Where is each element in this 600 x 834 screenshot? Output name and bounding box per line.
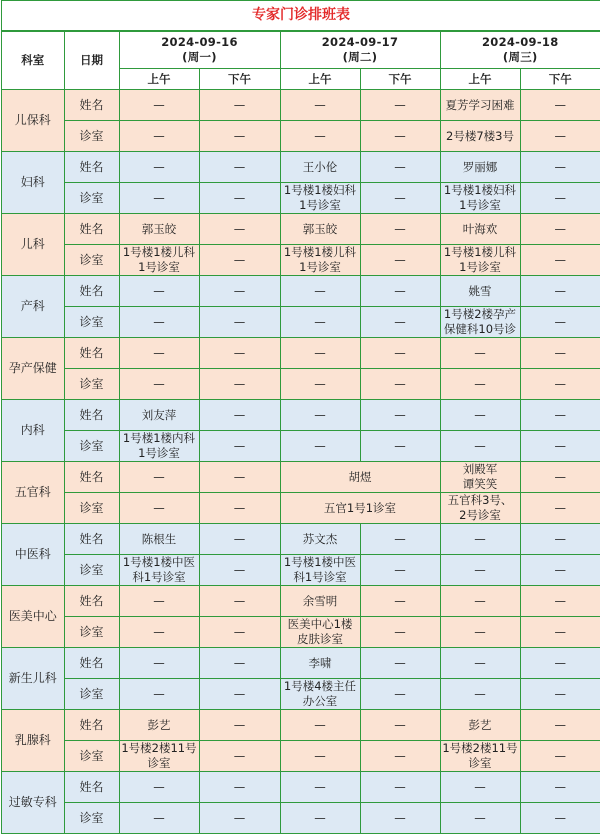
day-3-weekday: (周三) xyxy=(441,50,600,65)
schedule-cell: 1号楼4楼主任 办公室 xyxy=(280,679,360,710)
schedule-cell: — xyxy=(280,400,360,431)
schedule-cell: — xyxy=(360,431,440,462)
schedule-cell: — xyxy=(119,121,199,152)
schedule-cell: — xyxy=(520,183,600,214)
department-name: 中医科 xyxy=(2,524,64,586)
schedule-cell: — xyxy=(360,617,440,648)
table-row xyxy=(2,214,600,245)
schedule-cell: — xyxy=(360,183,440,214)
row-label-room: 诊室 xyxy=(64,493,119,524)
row-label-name: 姓名 xyxy=(64,648,119,679)
schedule-cell: — xyxy=(440,431,520,462)
schedule-cell: — xyxy=(199,245,280,276)
schedule-cell: — xyxy=(520,431,600,462)
schedule-cell: 1号楼1楼内科 1号诊室 xyxy=(119,431,199,462)
schedule-cell: — xyxy=(360,121,440,152)
table-row xyxy=(2,152,600,183)
row-label-name: 姓名 xyxy=(64,524,119,555)
department-name: 新生儿科 xyxy=(2,648,64,710)
schedule-cell: — xyxy=(280,710,360,741)
schedule-cell: 姚雪 xyxy=(440,276,520,307)
schedule-cell: — xyxy=(119,276,199,307)
schedule-cell: — xyxy=(360,369,440,400)
table-row xyxy=(2,586,600,617)
schedule-cell: — xyxy=(199,493,280,524)
schedule-cell: — xyxy=(280,772,360,803)
schedule-cell: — xyxy=(119,772,199,803)
schedule-cell: — xyxy=(440,524,520,555)
schedule-cell: — xyxy=(119,307,199,338)
schedule-cell: — xyxy=(360,276,440,307)
department-name: 妇科 xyxy=(2,152,64,214)
row-label-name: 姓名 xyxy=(64,90,119,121)
schedule-cell: — xyxy=(520,90,600,121)
header-pm: 下午 xyxy=(520,69,600,90)
schedule-cell: — xyxy=(440,400,520,431)
department-name: 医美中心 xyxy=(2,586,64,648)
schedule-cell: — xyxy=(199,183,280,214)
row-label-room: 诊室 xyxy=(64,183,119,214)
schedule-cell: — xyxy=(199,524,280,555)
department-name: 产科 xyxy=(2,276,64,338)
schedule-cell: — xyxy=(119,617,199,648)
department-name: 过敏专科 xyxy=(2,772,64,834)
row-label-room: 诊室 xyxy=(64,369,119,400)
table-row xyxy=(2,369,600,400)
schedule-cell: — xyxy=(280,276,360,307)
schedule-cell: — xyxy=(360,772,440,803)
schedule-cell: — xyxy=(199,679,280,710)
row-label-name: 姓名 xyxy=(64,276,119,307)
schedule-cell: — xyxy=(440,772,520,803)
schedule-cell: 叶海欢 xyxy=(440,214,520,245)
schedule-table xyxy=(2,31,600,834)
schedule-cell: 1号楼1楼儿科 1号诊室 xyxy=(280,245,360,276)
schedule-cell: — xyxy=(199,648,280,679)
schedule-cell: — xyxy=(119,648,199,679)
schedule-cell: — xyxy=(199,276,280,307)
schedule-cell: 郭玉皎 xyxy=(119,214,199,245)
schedule-cell: 王小伦 xyxy=(280,152,360,183)
schedule-cell: — xyxy=(119,586,199,617)
table-row xyxy=(2,493,600,524)
row-label-room: 诊室 xyxy=(64,121,119,152)
schedule-cell: — xyxy=(520,493,600,524)
schedule-cell: — xyxy=(280,741,360,772)
schedule-cell: — xyxy=(119,338,199,369)
schedule-cell: — xyxy=(440,555,520,586)
table-row xyxy=(2,555,600,586)
schedule-cell: 郭玉皎 xyxy=(280,214,360,245)
schedule-cell: — xyxy=(199,214,280,245)
schedule-cell: 苏文杰 xyxy=(280,524,360,555)
header-date: 日期 xyxy=(64,32,119,90)
schedule-cell: — xyxy=(280,121,360,152)
schedule-cell: — xyxy=(520,245,600,276)
schedule-cell: 五官1号1诊室 xyxy=(280,493,440,524)
schedule-cell: — xyxy=(280,369,360,400)
row-label-room: 诊室 xyxy=(64,307,119,338)
header-day-2 xyxy=(280,32,440,69)
row-label-name: 姓名 xyxy=(64,710,119,741)
schedule-cell: — xyxy=(360,741,440,772)
row-label-room: 诊室 xyxy=(64,555,119,586)
schedule-cell: 1号楼2楼11号 诊室 xyxy=(119,741,199,772)
day-1-weekday: (周一) xyxy=(120,50,280,65)
schedule-cell: — xyxy=(119,183,199,214)
table-row xyxy=(2,276,600,307)
row-label-room: 诊室 xyxy=(64,617,119,648)
table-row xyxy=(2,245,600,276)
schedule-cell: — xyxy=(199,555,280,586)
schedule-cell: 1号楼2楼孕产 保健科10号诊 xyxy=(440,307,520,338)
schedule-cell: — xyxy=(199,586,280,617)
schedule-cell: 1号楼1楼妇科 1号诊室 xyxy=(280,183,360,214)
header-day-1 xyxy=(119,32,280,69)
schedule-cell: — xyxy=(520,586,600,617)
row-label-name: 姓名 xyxy=(64,338,119,369)
row-label-room: 诊室 xyxy=(64,741,119,772)
table-row xyxy=(2,307,600,338)
schedule-cell: — xyxy=(440,617,520,648)
schedule-cell: — xyxy=(520,307,600,338)
schedule-cell: 陈根生 xyxy=(119,524,199,555)
table-row xyxy=(2,338,600,369)
schedule-cell: — xyxy=(520,741,600,772)
schedule-cell: — xyxy=(280,803,360,834)
table-row xyxy=(2,710,600,741)
row-label-name: 姓名 xyxy=(64,400,119,431)
schedule-cell: — xyxy=(360,307,440,338)
schedule-cell: — xyxy=(360,586,440,617)
department-name: 五官科 xyxy=(2,462,64,524)
schedule-cell: — xyxy=(520,338,600,369)
department-name: 儿科 xyxy=(2,214,64,276)
schedule-cell: 1号楼1楼妇科 1号诊室 xyxy=(440,183,520,214)
table-row xyxy=(2,524,600,555)
schedule-cell: — xyxy=(520,648,600,679)
schedule-cell: — xyxy=(280,431,360,462)
table-row xyxy=(2,679,600,710)
schedule-cell: — xyxy=(360,555,440,586)
schedule-cell: 刘殿军 谭笑笑 xyxy=(440,462,520,493)
schedule-cell: — xyxy=(360,214,440,245)
schedule-cell: 1号楼1楼儿科 1号诊室 xyxy=(119,245,199,276)
table-row xyxy=(2,617,600,648)
table-row xyxy=(2,772,600,803)
schedule-cell: — xyxy=(360,338,440,369)
schedule-cell: — xyxy=(199,90,280,121)
schedule-cell: — xyxy=(520,772,600,803)
schedule-cell: — xyxy=(280,90,360,121)
department-name: 乳腺科 xyxy=(2,710,64,772)
table-row xyxy=(2,462,600,493)
row-label-name: 姓名 xyxy=(64,214,119,245)
header-day-3 xyxy=(440,32,600,69)
row-label-room: 诊室 xyxy=(64,803,119,834)
schedule-cell: — xyxy=(360,803,440,834)
schedule-cell: — xyxy=(199,369,280,400)
schedule-cell: — xyxy=(520,276,600,307)
table-row xyxy=(2,741,600,772)
schedule-cell: — xyxy=(360,400,440,431)
schedule-cell: — xyxy=(520,710,600,741)
row-label-name: 姓名 xyxy=(64,772,119,803)
table-row xyxy=(2,803,600,834)
schedule-cell: — xyxy=(199,617,280,648)
table-row xyxy=(2,121,600,152)
schedule-cell: — xyxy=(520,369,600,400)
schedule-cell: — xyxy=(440,679,520,710)
row-label-room: 诊室 xyxy=(64,679,119,710)
department-name: 孕产保健 xyxy=(2,338,64,400)
row-label-name: 姓名 xyxy=(64,462,119,493)
schedule-cell: — xyxy=(280,338,360,369)
schedule-cell: — xyxy=(360,524,440,555)
schedule-cell: — xyxy=(520,803,600,834)
schedule-cell: 医美中心1楼 皮肤诊室 xyxy=(280,617,360,648)
schedule-cell: 胡煜 xyxy=(280,462,440,493)
schedule-cell: — xyxy=(199,710,280,741)
schedule-cell: — xyxy=(360,245,440,276)
day-2-date: 2024-09-17 xyxy=(281,35,440,50)
schedule-cell: — xyxy=(520,214,600,245)
schedule-cell: — xyxy=(520,462,600,493)
schedule-cell: — xyxy=(360,679,440,710)
schedule-cell: 夏芳学习困难 xyxy=(440,90,520,121)
day-2-weekday: (周二) xyxy=(281,50,440,65)
row-label-room: 诊室 xyxy=(64,245,119,276)
schedule-sheet xyxy=(1,0,600,834)
schedule-cell: — xyxy=(520,679,600,710)
schedule-cell: — xyxy=(199,338,280,369)
header-dept: 科室 xyxy=(2,32,64,90)
schedule-cell: 余雪明 xyxy=(280,586,360,617)
table-row xyxy=(2,90,600,121)
schedule-cell: — xyxy=(440,648,520,679)
row-label-name: 姓名 xyxy=(64,152,119,183)
schedule-cell: — xyxy=(440,803,520,834)
schedule-cell: 1号楼2楼11号 诊室 xyxy=(440,741,520,772)
table-row xyxy=(2,183,600,214)
table-row xyxy=(2,431,600,462)
schedule-cell: — xyxy=(119,462,199,493)
schedule-cell: — xyxy=(440,369,520,400)
schedule-body xyxy=(2,90,600,834)
schedule-cell: — xyxy=(199,462,280,493)
schedule-cell: — xyxy=(119,679,199,710)
schedule-cell: 罗丽娜 xyxy=(440,152,520,183)
schedule-cell: — xyxy=(119,493,199,524)
schedule-cell: — xyxy=(520,524,600,555)
schedule-cell: 李啸 xyxy=(280,648,360,679)
schedule-cell: — xyxy=(520,152,600,183)
schedule-cell: — xyxy=(520,400,600,431)
day-1-date: 2024-09-16 xyxy=(120,35,280,50)
schedule-cell: 1号楼1楼中医 科1号诊室 xyxy=(280,555,360,586)
schedule-cell: — xyxy=(360,648,440,679)
header-am: 上午 xyxy=(280,69,360,90)
schedule-cell: — xyxy=(360,710,440,741)
schedule-cell: — xyxy=(440,586,520,617)
schedule-cell: 彭艺 xyxy=(119,710,199,741)
table-row xyxy=(2,400,600,431)
schedule-cell: — xyxy=(199,121,280,152)
schedule-cell: — xyxy=(520,617,600,648)
schedule-cell: 刘友萍 xyxy=(119,400,199,431)
schedule-cell: — xyxy=(440,338,520,369)
page-title: 专家门诊排班表 xyxy=(2,1,600,31)
schedule-cell: 1号楼1楼中医 科1号诊室 xyxy=(119,555,199,586)
schedule-cell: — xyxy=(360,90,440,121)
schedule-cell: — xyxy=(280,307,360,338)
department-name: 儿保科 xyxy=(2,90,64,152)
schedule-cell: 1号楼1楼儿科 1号诊室 xyxy=(440,245,520,276)
day-3-date: 2024-09-18 xyxy=(441,35,600,50)
schedule-cell: — xyxy=(520,555,600,586)
schedule-cell: 2号楼7楼3号 xyxy=(440,121,520,152)
header-am: 上午 xyxy=(440,69,520,90)
schedule-cell: — xyxy=(360,152,440,183)
header-pm: 下午 xyxy=(360,69,440,90)
schedule-cell: 彭艺 xyxy=(440,710,520,741)
header-pm: 下午 xyxy=(199,69,280,90)
schedule-cell: — xyxy=(119,803,199,834)
schedule-cell: — xyxy=(199,152,280,183)
schedule-cell: — xyxy=(199,400,280,431)
schedule-cell: — xyxy=(199,307,280,338)
table-row xyxy=(2,648,600,679)
row-label-name: 姓名 xyxy=(64,586,119,617)
schedule-cell: — xyxy=(199,431,280,462)
department-name: 内科 xyxy=(2,400,64,462)
schedule-cell: — xyxy=(199,772,280,803)
header-am: 上午 xyxy=(119,69,199,90)
row-label-room: 诊室 xyxy=(64,431,119,462)
schedule-cell: — xyxy=(119,152,199,183)
schedule-cell: — xyxy=(199,741,280,772)
schedule-cell: — xyxy=(119,90,199,121)
schedule-cell: — xyxy=(199,803,280,834)
schedule-cell: 五官科3号、 2号诊室 xyxy=(440,493,520,524)
schedule-cell: — xyxy=(520,121,600,152)
schedule-cell: — xyxy=(119,369,199,400)
